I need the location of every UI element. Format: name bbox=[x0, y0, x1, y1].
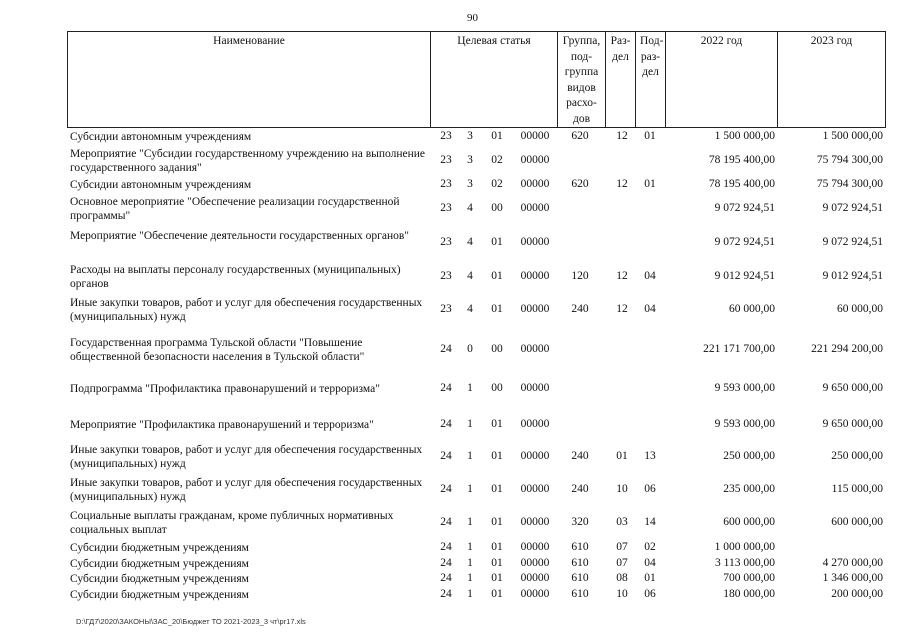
cell-v2023: 250 000,00 bbox=[831, 450, 883, 462]
cell-sec: 10 bbox=[616, 588, 628, 600]
row-name: Государственная программа Тульской области "Повышение общественной безопасности населения в Тульской области" bbox=[70, 337, 365, 363]
cell-v2022: 700 000,00 bbox=[723, 572, 775, 584]
cell-sec: 12 bbox=[616, 178, 628, 190]
cell-c4: 00000 bbox=[520, 178, 550, 190]
cell-sub: 01 bbox=[644, 572, 656, 584]
row-name: Подпрограмма "Профилактика правонарушений и терроризма" bbox=[70, 383, 380, 395]
cell-c2: 1 bbox=[467, 516, 473, 528]
cell-c4: 00000 bbox=[520, 483, 550, 495]
cell-sec: 12 bbox=[616, 303, 628, 315]
header-2023: 2023 год bbox=[777, 31, 886, 128]
cell-v2023: 9 650 000,00 bbox=[822, 382, 883, 394]
cell-c1: 24 bbox=[440, 382, 452, 394]
row-name: Основное мероприятие "Обеспечение реализации государственной программы" bbox=[70, 196, 400, 222]
cell-c1: 23 bbox=[440, 270, 452, 282]
cell-c4: 00000 bbox=[520, 516, 550, 528]
cell-c3: 01 bbox=[491, 588, 503, 600]
cell-v2022: 1 500 000,00 bbox=[714, 130, 775, 142]
cell-v2023: 75 794 300,00 bbox=[816, 178, 883, 190]
cell-c3: 01 bbox=[491, 541, 503, 553]
cell-sub: 04 bbox=[644, 270, 656, 282]
cell-c4: 00000 bbox=[520, 450, 550, 462]
cell-v2022: 235 000,00 bbox=[723, 483, 775, 495]
cell-c2: 3 bbox=[467, 130, 473, 142]
cell-v2022: 78 195 400,00 bbox=[708, 178, 775, 190]
cell-v2023: 221 294 200,00 bbox=[811, 343, 883, 355]
cell-c1: 24 bbox=[440, 516, 452, 528]
cell-v2023: 600 000,00 bbox=[831, 516, 883, 528]
table-row bbox=[0, 178, 905, 192]
cell-c1: 23 bbox=[440, 178, 452, 190]
row-name: Субсидии бюджетным учреждениям bbox=[70, 558, 249, 570]
cell-sec: 10 bbox=[616, 483, 628, 495]
row-name: Иные закупки товаров, работ и услуг для обеспечения государственных (муниципальных) нужд bbox=[70, 444, 423, 470]
cell-v2022: 9 593 000,00 bbox=[714, 382, 775, 394]
table-row bbox=[0, 130, 905, 144]
row-name: Иные закупки товаров, работ и услуг для обеспечения государственных (муниципальных) нужд bbox=[70, 297, 423, 323]
cell-c2: 1 bbox=[467, 541, 473, 553]
cell-c2: 1 bbox=[467, 588, 473, 600]
header-group: Группа, под-группа видов расхо-дов bbox=[557, 31, 605, 128]
cell-grp: 610 bbox=[571, 557, 589, 569]
cell-v2022: 180 000,00 bbox=[723, 588, 775, 600]
row-name: Субсидии бюджетным учреждениям bbox=[70, 589, 249, 601]
cell-sub: 04 bbox=[644, 557, 656, 569]
cell-c3: 01 bbox=[491, 557, 503, 569]
header-name: Наименование bbox=[67, 31, 430, 128]
cell-c2: 1 bbox=[467, 450, 473, 462]
cell-c3: 00 bbox=[491, 343, 503, 355]
table-row bbox=[0, 557, 905, 571]
cell-v2023: 1 346 000,00 bbox=[822, 572, 883, 584]
cell-v2023: 60 000,00 bbox=[837, 303, 883, 315]
cell-sub: 01 bbox=[644, 130, 656, 142]
page-number: 90 bbox=[467, 12, 478, 24]
row-name: Субсидии бюджетным учреждениям bbox=[70, 542, 249, 554]
cell-c4: 00000 bbox=[520, 541, 550, 553]
table-row bbox=[0, 195, 905, 223]
cell-sec: 07 bbox=[616, 541, 628, 553]
table-row bbox=[0, 418, 905, 432]
cell-v2022: 250 000,00 bbox=[723, 450, 775, 462]
cell-c3: 01 bbox=[491, 236, 503, 248]
cell-c4: 00000 bbox=[520, 154, 550, 166]
cell-c2: 4 bbox=[467, 202, 473, 214]
cell-c3: 01 bbox=[491, 572, 503, 584]
cell-sub: 06 bbox=[644, 588, 656, 600]
cell-c4: 00000 bbox=[520, 130, 550, 142]
cell-grp: 240 bbox=[571, 303, 589, 315]
cell-v2022: 221 171 700,00 bbox=[703, 343, 775, 355]
cell-c4: 00000 bbox=[520, 382, 550, 394]
cell-grp: 610 bbox=[571, 541, 589, 553]
row-name: Иные закупки товаров, работ и услуг для обеспечения государственных (муниципальных) нужд bbox=[70, 477, 423, 503]
cell-v2023: 1 500 000,00 bbox=[822, 130, 883, 142]
cell-c4: 00000 bbox=[520, 418, 550, 430]
cell-sub: 04 bbox=[644, 303, 656, 315]
header-subsection: Под-раз-дел bbox=[635, 31, 665, 128]
table-row bbox=[0, 296, 905, 324]
cell-sec: 07 bbox=[616, 557, 628, 569]
table-row bbox=[0, 263, 905, 291]
cell-c4: 00000 bbox=[520, 343, 550, 355]
cell-c2: 4 bbox=[467, 236, 473, 248]
cell-c3: 01 bbox=[491, 483, 503, 495]
row-name: Мероприятие "Профилактика правонарушений и терроризма" bbox=[70, 419, 374, 431]
cell-c4: 00000 bbox=[520, 303, 550, 315]
table-row bbox=[0, 509, 905, 537]
header-2022: 2022 год bbox=[665, 31, 777, 128]
cell-c4: 00000 bbox=[520, 588, 550, 600]
cell-sec: 03 bbox=[616, 516, 628, 528]
file-path-footer: D:\ГД7\2020\ЗАКОНЫ\ЗАС_20\Бюджет ТО 2021-2023_3 чт\pr17.xls bbox=[76, 617, 306, 626]
cell-c2: 0 bbox=[467, 343, 473, 355]
row-name: Расходы на выплаты персоналу государственных (муниципальных) органов bbox=[70, 264, 401, 290]
cell-c3: 00 bbox=[491, 202, 503, 214]
cell-c1: 23 bbox=[440, 154, 452, 166]
cell-c1: 24 bbox=[440, 450, 452, 462]
cell-grp: 620 bbox=[571, 178, 589, 190]
row-name: Социальные выплаты гражданам, кроме публичных нормативных социальных выплат bbox=[70, 510, 394, 536]
table-row bbox=[0, 147, 905, 175]
cell-c1: 23 bbox=[440, 303, 452, 315]
cell-c2: 4 bbox=[467, 270, 473, 282]
cell-sub: 02 bbox=[644, 541, 656, 553]
cell-sec: 01 bbox=[616, 450, 628, 462]
cell-c2: 1 bbox=[467, 418, 473, 430]
row-name: Мероприятие "Обеспечение деятельности государственных органов" bbox=[70, 230, 409, 242]
cell-v2023: 4 270 000,00 bbox=[822, 557, 883, 569]
cell-grp: 610 bbox=[571, 572, 589, 584]
cell-c2: 1 bbox=[467, 557, 473, 569]
cell-c3: 01 bbox=[491, 516, 503, 528]
cell-grp: 620 bbox=[571, 130, 589, 142]
cell-sub: 14 bbox=[644, 516, 656, 528]
cell-grp: 120 bbox=[571, 270, 589, 282]
cell-c2: 1 bbox=[467, 382, 473, 394]
cell-v2022: 9 593 000,00 bbox=[714, 418, 775, 430]
row-name: Субсидии бюджетным учреждениям bbox=[70, 573, 249, 585]
cell-c2: 3 bbox=[467, 154, 473, 166]
cell-v2022: 78 195 400,00 bbox=[708, 154, 775, 166]
header-section: Раз-дел bbox=[605, 31, 635, 128]
cell-c1: 23 bbox=[440, 202, 452, 214]
cell-sec: 12 bbox=[616, 270, 628, 282]
table-row bbox=[0, 382, 905, 396]
cell-c1: 24 bbox=[440, 572, 452, 584]
cell-grp: 320 bbox=[571, 516, 589, 528]
cell-c2: 4 bbox=[467, 303, 473, 315]
cell-c1: 23 bbox=[440, 236, 452, 248]
table-row bbox=[0, 541, 905, 555]
cell-c1: 24 bbox=[440, 418, 452, 430]
cell-c4: 00000 bbox=[520, 270, 550, 282]
cell-v2023: 9 650 000,00 bbox=[822, 418, 883, 430]
cell-c3: 01 bbox=[491, 270, 503, 282]
cell-c3: 01 bbox=[491, 450, 503, 462]
row-name: Субсидии автономным учреждениям bbox=[70, 131, 252, 143]
cell-c2: 1 bbox=[467, 483, 473, 495]
cell-c3: 02 bbox=[491, 178, 503, 190]
cell-sub: 06 bbox=[644, 483, 656, 495]
cell-grp: 610 bbox=[571, 588, 589, 600]
cell-sec: 12 bbox=[616, 130, 628, 142]
header-target: Целевая статья bbox=[430, 31, 557, 128]
cell-c1: 23 bbox=[440, 130, 452, 142]
cell-c1: 24 bbox=[440, 588, 452, 600]
cell-grp: 240 bbox=[571, 450, 589, 462]
cell-v2022: 3 113 000,00 bbox=[715, 557, 775, 569]
cell-c4: 00000 bbox=[520, 236, 550, 248]
cell-c3: 01 bbox=[491, 303, 503, 315]
cell-c3: 00 bbox=[491, 382, 503, 394]
table-row bbox=[0, 476, 905, 504]
cell-c2: 3 bbox=[467, 178, 473, 190]
cell-v2022: 9 072 924,51 bbox=[714, 202, 775, 214]
row-name: Мероприятие "Субсидии государственному учреждению на выполнение государственного задания" bbox=[70, 148, 426, 174]
cell-c1: 24 bbox=[440, 557, 452, 569]
cell-sub: 13 bbox=[644, 450, 656, 462]
cell-c3: 01 bbox=[491, 130, 503, 142]
cell-c1: 24 bbox=[440, 541, 452, 553]
table-row bbox=[0, 588, 905, 602]
cell-c1: 24 bbox=[440, 483, 452, 495]
cell-sub: 01 bbox=[644, 178, 656, 190]
cell-v2022: 9 072 924,51 bbox=[714, 236, 775, 248]
cell-v2023: 9 072 924,51 bbox=[822, 202, 883, 214]
row-name: Субсидии автономным учреждениям bbox=[70, 179, 252, 191]
cell-grp: 240 bbox=[571, 483, 589, 495]
table-row bbox=[0, 336, 905, 364]
cell-v2023: 200 000,00 bbox=[831, 588, 883, 600]
cell-c4: 00000 bbox=[520, 202, 550, 214]
cell-v2023: 9 012 924,51 bbox=[822, 270, 883, 282]
cell-v2022: 9 012 924,51 bbox=[714, 270, 775, 282]
cell-c2: 1 bbox=[467, 572, 473, 584]
cell-c3: 01 bbox=[491, 418, 503, 430]
table-row bbox=[0, 443, 905, 471]
table-row bbox=[0, 229, 905, 257]
cell-c3: 02 bbox=[491, 154, 503, 166]
cell-c4: 00000 bbox=[520, 572, 550, 584]
cell-v2022: 600 000,00 bbox=[723, 516, 775, 528]
table-row bbox=[0, 572, 905, 586]
cell-c1: 24 bbox=[440, 343, 452, 355]
cell-v2022: 60 000,00 bbox=[729, 303, 775, 315]
cell-v2023: 75 794 300,00 bbox=[816, 154, 883, 166]
cell-v2023: 115 000,00 bbox=[831, 483, 883, 495]
cell-v2022: 1 000 000,00 bbox=[714, 541, 775, 553]
cell-sec: 08 bbox=[616, 572, 628, 584]
cell-c4: 00000 bbox=[520, 557, 550, 569]
cell-v2023: 9 072 924,51 bbox=[822, 236, 883, 248]
